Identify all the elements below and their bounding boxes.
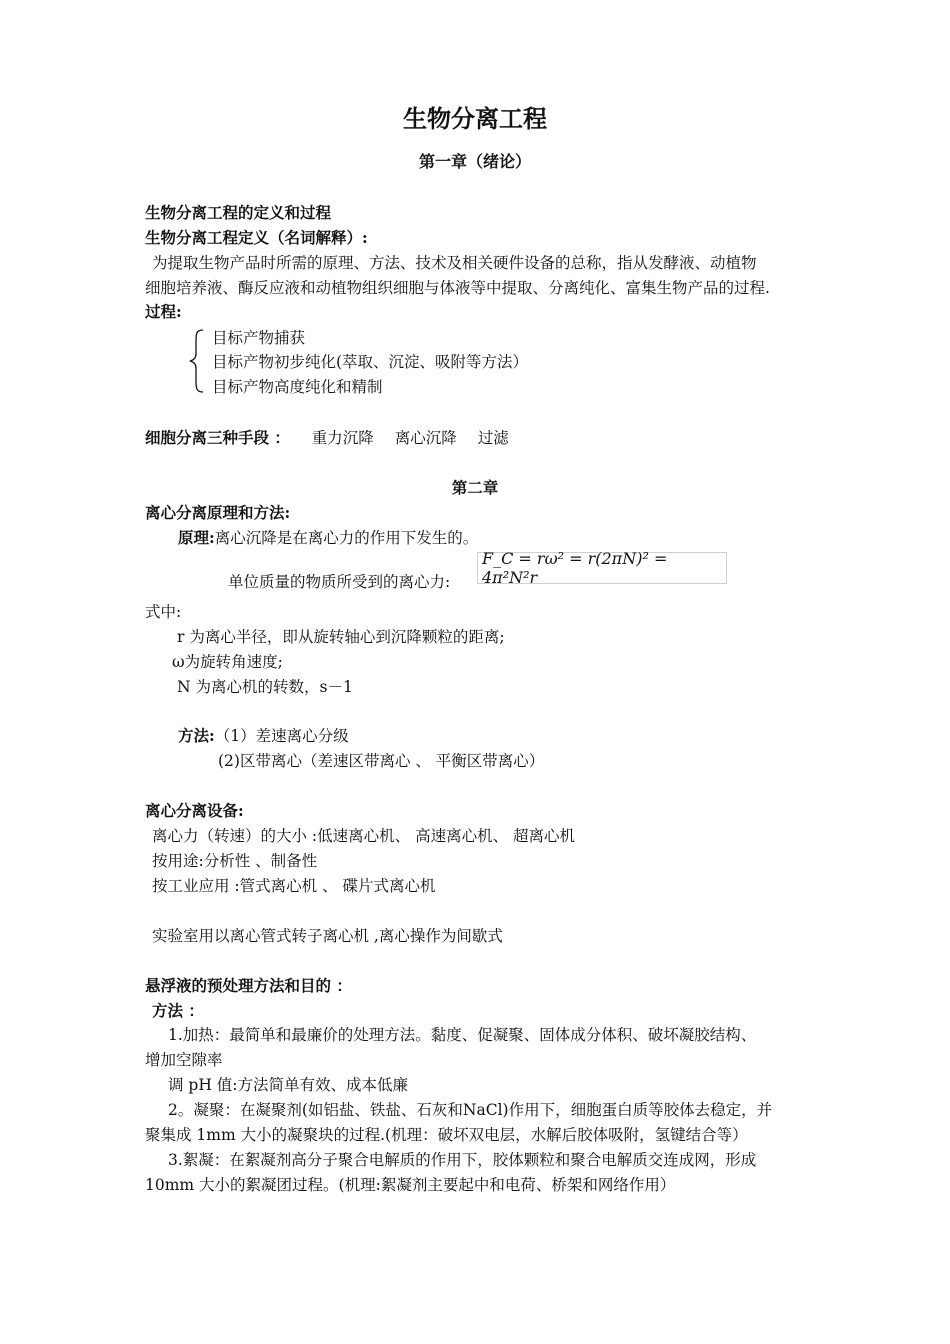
centrifuge-principle-heading: 离心分离原理和方法: — [145, 503, 291, 522]
centrifuge-equipment-heading: 离心分离设备: — [145, 801, 244, 820]
method-label: 方法: — [178, 726, 215, 745]
pretreatment-heading: 悬浮液的预处理方法和目的 ： — [145, 976, 352, 995]
variable-n-definition: N 为离心机的转数，s－1 — [177, 678, 353, 696]
variable-r-definition: r 为离心半径，即从旋转轴心到沉降颗粒的距离; — [177, 628, 505, 646]
where-label: 式中: — [145, 603, 182, 621]
pretreatment-flocculation-line-2: 10mm 大小的絮凝团过程。(机理:絮凝剂主要起中和电荷、桥架和网络作用） — [145, 1176, 676, 1194]
pretreatment-ph: 调 pH 值:方法简单有效、成本低廉 — [168, 1076, 409, 1094]
definition-text-line-1: 为提取生物产品时所需的原理、方法、技术及相关硬件设备的总称，指从发酵液、动植物 — [152, 254, 757, 272]
cell-separation-label: 细胞分离三种手段 ： — [145, 428, 290, 447]
method-zonal: (2)区带离心（差速区带离心 、 平衡区带离心） — [218, 752, 545, 770]
document-title: 生物分离工程 — [403, 104, 547, 133]
process-label: 过程: — [145, 302, 182, 321]
cell-method: 重力沉降 — [311, 429, 374, 447]
pretreatment-heating-line-2: 增加空隙率 — [145, 1051, 223, 1069]
equipment-lab-note: 实验室用以离心管式转子离心机 ,离心操作为间歇式 — [152, 927, 503, 945]
left-brace-icon — [187, 328, 207, 394]
chapter-1-heading: 第一章（绪论） — [418, 152, 531, 171]
process-item: 目标产物高度纯化和精制 — [212, 378, 383, 396]
pretreatment-coagulation-line-1: 2。凝聚：在凝聚剂(如铝盐、铁盐、石灰和NaCl)作用下，细胞蛋白质等胶体去稳定，并 — [168, 1101, 773, 1119]
centrifugal-force-formula — [477, 549, 727, 587]
principle-label: 原理: — [178, 528, 215, 547]
process-item: 目标产物初步纯化(萃取、沉淀、吸附等方法） — [212, 353, 529, 371]
pretreatment-flocculation-line-1: 3.絮凝：在絮凝剂高分子聚合电解质的作用下，胶体颗粒和聚合电解质交连成网，形成 — [168, 1151, 757, 1169]
process-item: 目标产物捕获 — [212, 329, 306, 347]
principle-line — [178, 528, 478, 548]
equipment-by-industry: 按工业应用 :管式离心机 、 碟片式离心机 — [152, 877, 436, 895]
centrifugal-force-text: 单位质量的物质所受到的离心力: — [228, 573, 451, 591]
definition-text-line-2: 细胞培养液、酶反应液和动植物组织细胞与体液等中提取、分离纯化、富集生物产品的过程. — [145, 279, 770, 297]
chapter-2-heading: 第二章 — [451, 478, 499, 497]
section-definition-heading: 生物分离工程的定义和过程 — [145, 203, 332, 222]
method-line-1 — [178, 726, 349, 746]
cell-method: 过滤 — [477, 429, 509, 447]
variable-omega-definition: ω为旋转角速度; — [172, 653, 283, 671]
method-differential: （1）差速离心分级 — [214, 727, 349, 745]
pretreatment-method-label: 方法 ： — [152, 1001, 204, 1020]
formula-text: F_C = rω² = r(2πN)² = 4π²N²r — [482, 549, 668, 587]
definition-label: 生物分离工程定义（名词解释）: — [145, 228, 368, 247]
principle-text: 离心沉降是在离心力的作用下发生的。 — [214, 529, 479, 547]
pretreatment-coagulation-line-2: 聚集成 1mm 大小的凝聚块的过程.(机理：破坏双电层，水解后胶体吸附，氢键结合等） — [145, 1126, 748, 1144]
cell-separation-line — [145, 428, 509, 448]
cell-method: 离心沉降 — [394, 429, 457, 447]
equipment-by-use: 按用途:分析性 、制备性 — [152, 852, 318, 870]
equipment-by-speed: 离心力（转速）的大小 :低速离心机、 高速离心机、 超离心机 — [152, 827, 576, 845]
pretreatment-heating-line-1: 1.加热：最简单和最廉价的处理方法。黏度、促凝聚、固体成分体积、破坏凝胶结构、 — [168, 1026, 757, 1044]
